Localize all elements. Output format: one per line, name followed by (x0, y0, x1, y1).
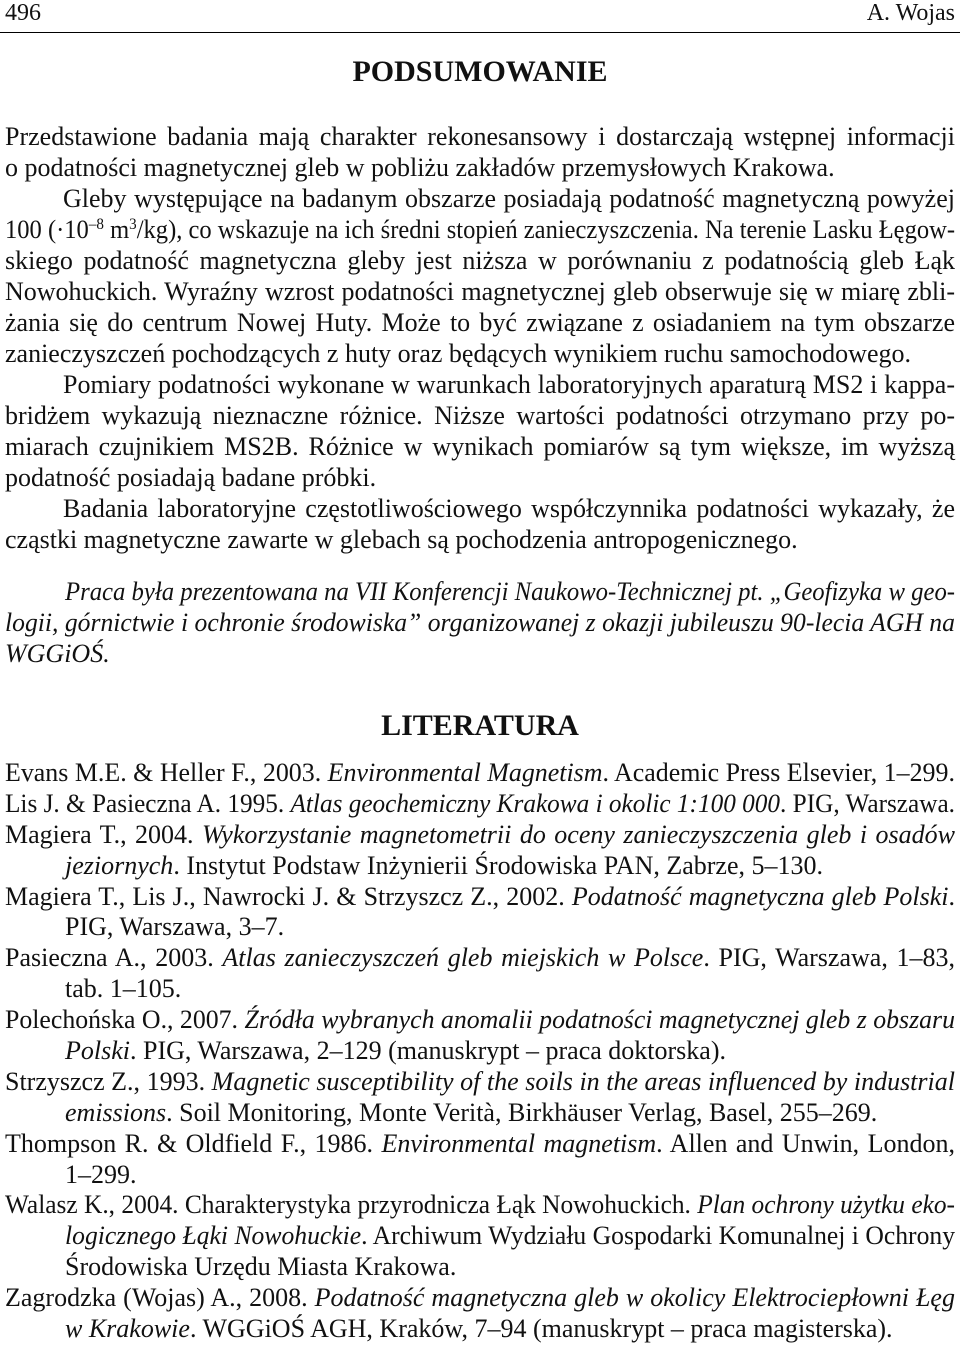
text-run: 100 (·10 (5, 215, 89, 244)
reference-entry (5, 882, 955, 944)
running-head (5, 0, 955, 26)
text-run: Lis J. & Pasieczna A. 1995. (5, 788, 291, 818)
text-run: o podatności magnetycznej gleb w pobliżu zakładów przemysłowych Krakowa. (5, 153, 835, 182)
reference-list (5, 758, 955, 1345)
summary-heading: PODSUMOWANIE (352, 55, 608, 88)
text-line (5, 183, 955, 214)
reference-entry (5, 1129, 955, 1191)
text-run: Evans M.E. & Heller F., 2003. (5, 758, 328, 787)
text-run: Praca była prezentowana na VII Konferencji Naukowo-Technicznej pt. „Geofizyka w geo- (65, 577, 956, 606)
text-run: WGGiOŚ. (5, 639, 110, 668)
italic-text: Magnetic susceptibility of the soils in the areas influenced by industrial (211, 1066, 955, 1096)
text-run: podatność posiadają badane próbki. (5, 463, 377, 492)
italic-text: Atlas geochemiczny Krakowa i okolic 1:100 000 (290, 788, 781, 818)
text-line (5, 338, 955, 369)
text-line (5, 462, 955, 493)
summary-paragraph (5, 369, 955, 493)
text-run: tab. 1–105. (65, 974, 182, 1004)
reference-entry (5, 1067, 955, 1129)
text-line (5, 524, 955, 555)
text-line (5, 882, 955, 913)
text-line (5, 607, 955, 638)
italic-text: Źródła wybranych anomalii podatności magnetycznej gleb z obszaru (244, 1005, 956, 1035)
italic-text: w Krakowie (65, 1314, 190, 1344)
author-running-head: A. Wojas (866, 0, 955, 26)
text-line (5, 1190, 955, 1221)
text-line (5, 758, 955, 789)
text-line (5, 431, 955, 462)
text-run: Pomiary podatności wykonane w warunkach laboratoryjnych aparaturą MS2 i kappa- (63, 370, 955, 399)
text-line (5, 152, 955, 183)
text-line (5, 1067, 955, 1098)
italic-text: logicznego Łąki Nowohuckie (65, 1221, 362, 1251)
reference-entry (5, 1005, 955, 1067)
text-line (5, 400, 955, 431)
summary-paragraph (5, 121, 955, 183)
text-run: Walasz K., 2004. Charakterystyka przyrodnicza Łąk Nowohuckich. (5, 1190, 698, 1220)
text-run: . WGGiOŚ AGH, Kraków, 7–94 (manuskrypt – praca magisterska). (189, 1314, 893, 1344)
text-run: 1–299. (65, 1159, 137, 1189)
text-run: . (948, 881, 955, 911)
text-run: Thompson R. & Oldfield F., 1986. (5, 1128, 382, 1158)
text-line (5, 912, 955, 943)
text-line (5, 1036, 955, 1067)
superscript: –8 (88, 216, 104, 233)
text-run: bridżem wykazują nieznaczne różnice. Niższe wartości podatności otrzymano przy po- (5, 401, 955, 430)
text-line (5, 121, 955, 152)
text-run: Strzyszcz Z., 1993. (5, 1066, 212, 1096)
reference-entry (5, 820, 955, 882)
text-run: m (103, 215, 130, 244)
text-line (5, 1221, 955, 1252)
text-line (5, 276, 955, 307)
text-run: Nowohuckich. Wyraźny wzrost podatności magnetycznej gleb obserwuje się w miarę zbli- (5, 277, 955, 306)
text-line (5, 1160, 955, 1191)
text-run: Magiera T., 2004. (5, 819, 203, 849)
text-run: . Allen and Unwin, London, (656, 1128, 955, 1158)
text-run: Zagrodzka (Wojas) A., 2008. (5, 1283, 315, 1313)
text-run: miarach czujnikiem MS2B. Różnice w wynikach pomiarów są tym większe, im wyższą (5, 432, 955, 461)
text-line (5, 1252, 955, 1283)
text-run: zanieczyszczeń pochodzących z huty oraz będących wynikiem ruchu samochodowego. (5, 339, 911, 368)
summary-paragraph (5, 183, 955, 369)
text-line (5, 789, 955, 820)
italic-text: jeziornych (65, 850, 174, 880)
italic-text: Plan ochrony użytku eko- (697, 1190, 956, 1220)
text-run: PIG, Warszawa, 3–7. (65, 912, 285, 942)
references-heading: LITERATURA (381, 709, 579, 742)
text-run: Środowiska Urzędu Miasta Krakowa. (65, 1252, 457, 1282)
italic-text: Environmental Magnetism (327, 758, 603, 787)
header-rule (0, 32, 960, 33)
italic-text: Podatność magnetyczna gleb w okolicy Elektrociepłowni Łęg (314, 1283, 955, 1313)
reference-entry (5, 789, 955, 820)
italic-text: Podatność magnetyczna gleb Polski (571, 881, 949, 911)
text-line (5, 576, 955, 607)
italic-text: Environmental magnetism (381, 1128, 657, 1158)
text-line (5, 943, 955, 974)
summary-body (5, 121, 955, 555)
text-line (5, 1314, 955, 1345)
text-line (5, 974, 955, 1005)
text-run: . Archiwum Wydziału Gospodarki Komunalnej i Ochrony (361, 1221, 956, 1251)
text-run: . PIG, Warszawa, 2–129 (manuskrypt – praca doktorska). (130, 1036, 726, 1066)
text-run: cząstki magnetyczne zawarte w glebach są pochodzenia antropogenicznego. (5, 525, 798, 554)
italic-text: Wykorzystanie magnetometrii do oceny zanieczyszczenia gleb i osadów (202, 819, 955, 849)
text-line (5, 493, 955, 524)
acknowledgement-note (5, 576, 955, 669)
text-run: Magiera T., Lis J., Nawrocki J. & Strzyszcz Z., 2002. (5, 881, 572, 911)
text-line (5, 307, 955, 338)
text-line (5, 1283, 955, 1314)
text-run: żania się do centrum Nowej Huty. Może to być związane z osiadaniem na tym obszarze (5, 308, 955, 337)
text-run: Przedstawione badania mają charakter rekonesansowy i dostarczają wstępnej informacji (5, 122, 955, 151)
text-line (5, 214, 955, 245)
italic-text: Atlas zanieczyszczeń gleb miejskich w Polsce (222, 943, 704, 973)
text-line (5, 1005, 955, 1036)
summary-paragraph (5, 493, 955, 555)
text-line (5, 820, 955, 851)
text-run: /kg), co wskazuje na ich średni stopień zanieczyszczenia. Na terenie Lasku Łęgow- (136, 215, 956, 244)
italic-text: emissions (65, 1097, 167, 1127)
text-run: . PIG, Warszawa, 1–83, (703, 943, 955, 973)
text-line (5, 369, 955, 400)
text-run: skiego podatność magnetyczna gleby jest niższa w porównaniu z podatnością gleb Łąk (5, 246, 955, 275)
text-run: . Soil Monitoring, Monte Verità, Birkhäuser Verlag, Basel, 255–269. (166, 1097, 878, 1127)
italic-text: Polski (65, 1036, 130, 1066)
reference-entry (5, 1190, 955, 1283)
text-run: logii, górnictwie i ochronie środowiska” organizowanej z okazji jubileuszu 90-lecia AGH na (5, 608, 955, 637)
text-run: . Instytut Podstaw Inżynierii Środowiska PAN, Zabrze, 5–130. (173, 850, 824, 880)
text-run: Polechońska O., 2007. (5, 1005, 245, 1035)
reference-entry (5, 1283, 955, 1345)
text-run: . Academic Press Elsevier, 1–299. (602, 758, 955, 787)
text-line (5, 851, 955, 882)
reference-entry (5, 758, 955, 789)
text-line (5, 638, 955, 669)
reference-entry (5, 943, 955, 1005)
text-line (5, 1129, 955, 1160)
text-run: . PIG, Warszawa. (780, 788, 955, 818)
text-run: Gleby występujące na badanym obszarze posiadają podatność magnetyczną powyżej (63, 184, 955, 213)
page-number: 496 (5, 0, 41, 26)
text-line (5, 245, 955, 276)
text-line (5, 1098, 955, 1129)
superscript: 3 (129, 216, 137, 233)
text-run: Badania laboratoryjne częstotliwościowego współczynnika podatności wykazały, że (63, 494, 955, 523)
text-run: Pasieczna A., 2003. (5, 943, 223, 973)
